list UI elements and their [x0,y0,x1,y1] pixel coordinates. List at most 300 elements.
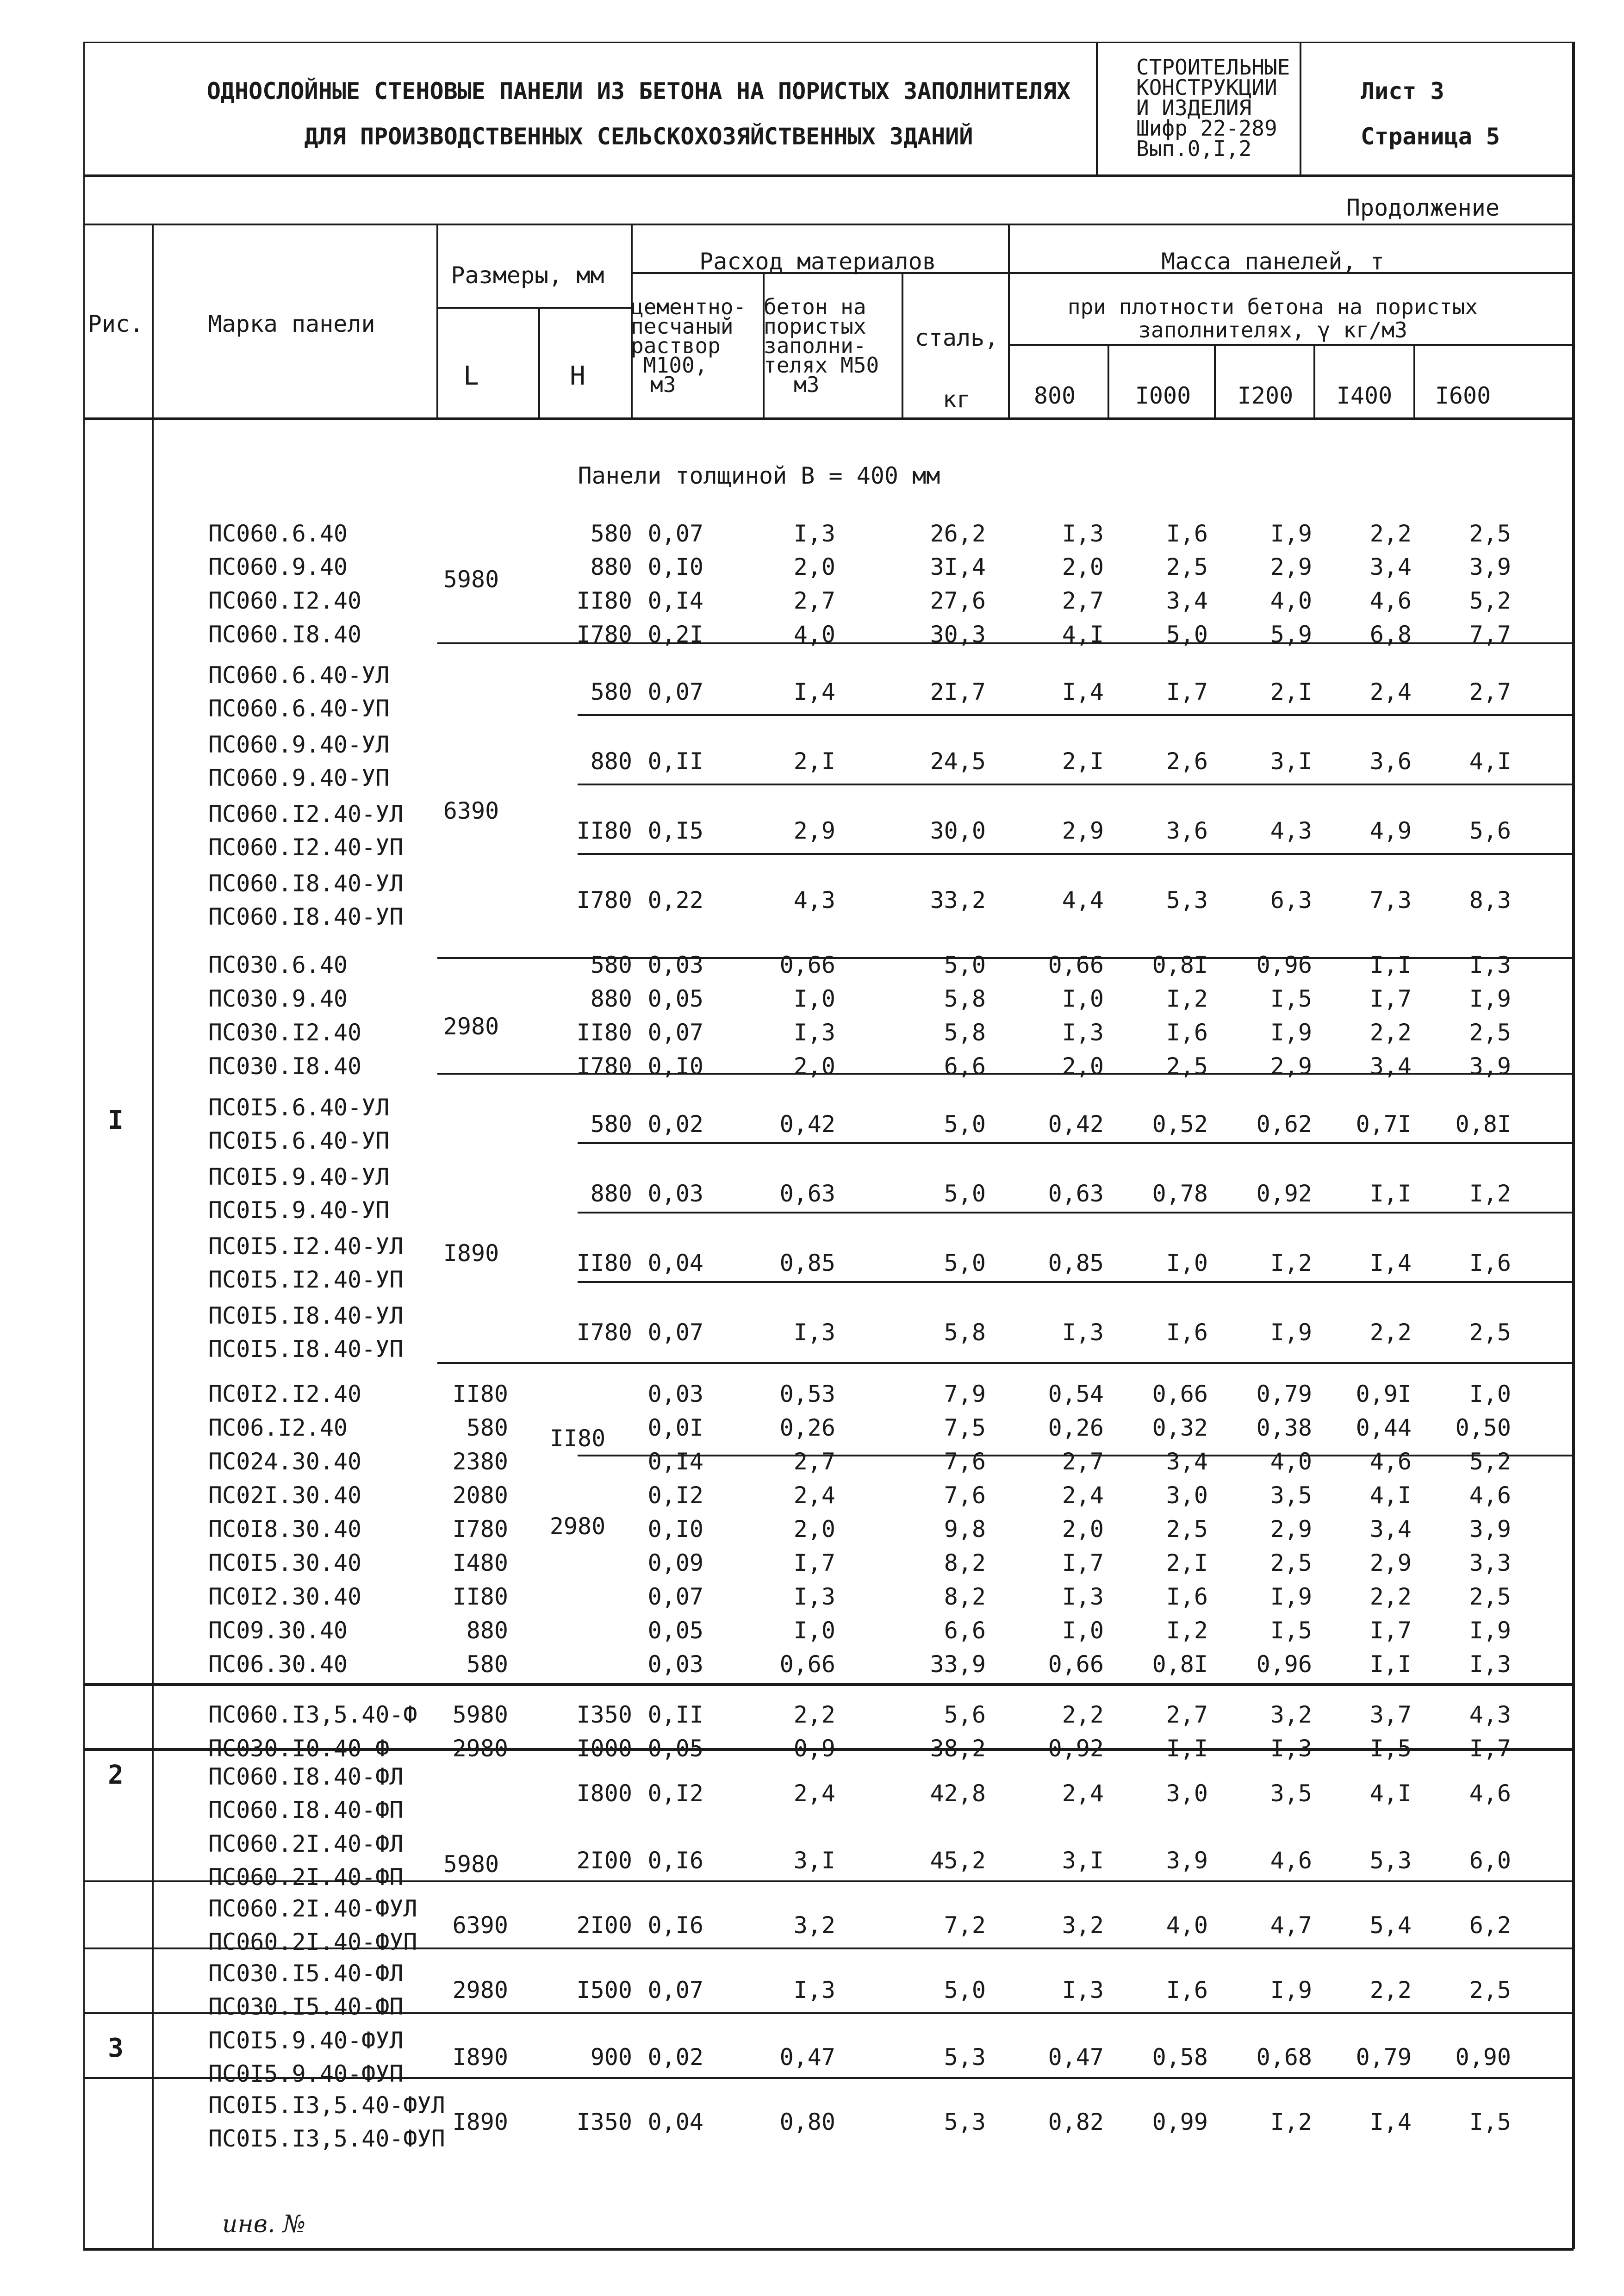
value-cell-1: 0,26 [779,1414,835,1441]
value-cell-1: 0,47 [779,2044,835,2071]
panel-height: I350 [576,1701,632,1728]
merged-length-cell: 6390 [443,797,499,824]
value-cell-0: 0,07 [647,520,703,547]
value-cell-4: 4,0 [1166,1912,1208,1939]
value-cell-2: 8,2 [944,1583,986,1610]
value-cell-3: 2,0 [1062,1516,1104,1543]
panel-mark: ПС024.30.40 [208,1448,362,1475]
panel-height: 580 [590,1111,632,1138]
value-cell-7: 7,7 [1469,621,1511,648]
value-cell-3: I,4 [1062,678,1104,705]
value-cell-0: 0,03 [647,952,703,978]
panel-length: I890 [452,2109,508,2135]
value-cell-5: 0,96 [1256,1651,1312,1678]
value-cell-1: 2,4 [793,1780,835,1807]
value-cell-0: 0,03 [647,1381,703,1407]
value-cell-6: I,I [1369,1180,1412,1207]
panel-length: 2980 [452,1977,508,2004]
value-cell-7: I,9 [1469,1617,1511,1644]
value-cell-4: I,0 [1166,1250,1208,1276]
value-cell-2: 5,0 [944,1180,986,1207]
col-mortar-line4: М100, [643,353,708,378]
panel-mark: ПС060.I2.40-УЛ [208,801,404,828]
value-cell-3: 2,9 [1062,817,1104,844]
value-cell-1: 0,66 [779,1651,835,1678]
panel-height: 580 [590,952,632,978]
value-cell-7: 5,6 [1469,817,1511,844]
panel-mark: ПС060.6.40-УЛ [208,662,390,689]
panel-height: 880 [590,1180,632,1207]
panel-length: 2380 [452,1448,508,1475]
panel-height: I000 [576,1735,632,1762]
value-cell-2: 26,2 [930,520,986,547]
value-cell-6: 7,3 [1369,887,1412,914]
panel-mark: ПС0I5.I2.40-УЛ [208,1233,404,1260]
value-cell-5: I,2 [1270,2109,1312,2135]
value-cell-6: I,4 [1369,2109,1412,2135]
merged-height-cell: 2980 [549,1513,606,1540]
value-cell-4: 3,4 [1166,587,1208,614]
value-cell-0: 0,07 [647,1319,703,1346]
panel-mark: ПС060.6.40 [208,520,348,547]
value-cell-1: 2,4 [793,1482,835,1509]
value-cell-7: I,6 [1469,1250,1511,1276]
value-cell-4: 0,99 [1152,2109,1208,2135]
value-cell-0: 0,04 [647,1250,703,1276]
panel-height: I500 [576,1977,632,2004]
value-cell-3: 3,I [1062,1847,1104,1874]
panel-length: II80 [452,1583,508,1610]
density-800: 800 [1033,382,1076,409]
panel-length: 2080 [452,1482,508,1509]
value-cell-7: I,7 [1469,1735,1511,1762]
value-cell-3: 0,85 [1048,1250,1104,1276]
value-cell-1: 2,I [793,748,835,775]
value-cell-2: 33,9 [930,1651,986,1678]
value-cell-5: I,5 [1270,985,1312,1012]
value-cell-3: 2,4 [1062,1780,1104,1807]
value-cell-1: 2,0 [793,554,835,580]
value-cell-5: I,3 [1270,1735,1312,1762]
value-cell-7: 4,6 [1469,1482,1511,1509]
panel-height: I780 [576,621,632,648]
panel-height: II80 [576,1250,632,1276]
value-cell-2: 5,6 [944,1701,986,1728]
value-cell-3: 2,I [1062,748,1104,775]
value-cell-6: 6,8 [1369,621,1412,648]
value-cell-4: 2,7 [1166,1701,1208,1728]
value-cell-1: 0,9 [793,1735,835,1762]
value-cell-6: 5,4 [1369,1912,1412,1939]
col-mass-header: Масса панелей, т [1161,248,1384,275]
value-cell-7: I,3 [1469,952,1511,978]
doc-title-line2: ДЛЯ ПРОИЗВОДСТВЕННЫХ СЕЛЬСКОХОЗЯЙСТВЕННЫХ ЗДАНИЙ [304,123,973,150]
value-cell-2: 9,8 [944,1516,986,1543]
col-materials-header: Расход материалов [699,248,936,275]
value-cell-3: 4,I [1062,621,1104,648]
value-cell-7: 2,5 [1469,1977,1511,2004]
value-cell-4: 5,0 [1166,621,1208,648]
series-line-5: Вып.0,I,2 [1136,136,1252,161]
panel-mark: ПС060.2I.40-ФУЛ [208,1895,417,1922]
panel-mark: ПС030.9.40 [208,985,348,1012]
panel-mark: ПС060.2I.40-ФЛ [208,1830,404,1857]
value-cell-6: 0,9I [1356,1381,1412,1407]
value-cell-3: 0,66 [1048,952,1104,978]
value-cell-7: 3,3 [1469,1549,1511,1576]
value-cell-2: 7,6 [944,1482,986,1509]
value-cell-2: 5,0 [944,1977,986,2004]
col-concrete-line2: пористых [764,314,866,339]
value-cell-0: 0,I6 [647,1847,703,1874]
value-cell-7: I,5 [1469,2109,1511,2135]
continuation-label: Продолжение [1346,194,1500,221]
value-cell-3: 0,92 [1048,1735,1104,1762]
value-cell-1: I,7 [793,1549,835,1576]
value-cell-6: 5,3 [1369,1847,1412,1874]
value-cell-4: I,2 [1166,985,1208,1012]
value-cell-5: 6,3 [1270,887,1312,914]
value-cell-2: 5,0 [944,1111,986,1138]
value-cell-7: 4,3 [1469,1701,1511,1728]
panel-height: 880 [590,748,632,775]
value-cell-1: 2,7 [793,1448,835,1475]
value-cell-4: 0,78 [1152,1180,1208,1207]
value-cell-6: I,I [1369,952,1412,978]
value-cell-2: 24,5 [930,748,986,775]
value-cell-7: 5,2 [1469,1448,1511,1475]
panel-length: 5980 [452,1701,508,1728]
value-cell-6: 2,2 [1369,520,1412,547]
col-length-header: L [463,361,479,391]
value-cell-3: 3,2 [1062,1912,1104,1939]
value-cell-5: 4,7 [1270,1912,1312,1939]
value-cell-6: 3,7 [1369,1701,1412,1728]
panel-length: 880 [466,1617,508,1644]
panel-mark: ПС060.I8.40-УП [208,903,404,930]
density-1000: I000 [1135,382,1191,409]
value-cell-2: 38,2 [930,1735,986,1762]
panel-height: 2I00 [576,1847,632,1874]
value-cell-6: 2,2 [1369,1019,1412,1046]
value-cell-0: 0,I0 [647,554,703,580]
value-cell-5: 4,0 [1270,1448,1312,1475]
value-cell-1: I,3 [793,1019,835,1046]
value-cell-2: 5,3 [944,2109,986,2135]
value-cell-5: 3,2 [1270,1701,1312,1728]
panel-mark: ПС030.I8.40 [208,1053,362,1080]
value-cell-5: 0,92 [1256,1180,1312,1207]
value-cell-7: 3,9 [1469,1516,1511,1543]
value-cell-2: 5,0 [944,952,986,978]
value-cell-2: 3I,4 [930,554,986,580]
value-cell-0: 0,07 [647,1583,703,1610]
value-cell-7: 2,5 [1469,1019,1511,1046]
value-cell-2: 8,2 [944,1549,986,1576]
value-cell-4: 0,8I [1152,952,1208,978]
value-cell-5: 0,62 [1256,1111,1312,1138]
value-cell-7: 2,5 [1469,1583,1511,1610]
value-cell-3: 0,63 [1048,1180,1104,1207]
value-cell-0: 0,I4 [647,1448,703,1475]
value-cell-6: I,4 [1369,1250,1412,1276]
value-cell-7: 5,2 [1469,587,1511,614]
panel-height: II80 [576,1019,632,1046]
panel-mark: ПС09.30.40 [208,1617,348,1644]
panel-length: 6390 [452,1912,508,1939]
value-cell-7: 2,7 [1469,678,1511,705]
value-cell-4: I,6 [1166,1977,1208,2004]
panel-height: I800 [576,1780,632,1807]
value-cell-5: 0,79 [1256,1381,1312,1407]
value-cell-0: 0,II [647,1701,703,1728]
value-cell-3: 2,0 [1062,1053,1104,1080]
value-cell-6: 4,6 [1369,587,1412,614]
panel-mark: ПС0I5.I2.40-УП [208,1266,404,1293]
col-dims-header: Размеры, мм [451,262,604,289]
value-cell-1: 2,9 [793,817,835,844]
value-cell-6: 3,6 [1369,748,1412,775]
value-cell-3: 2,4 [1062,1482,1104,1509]
panel-mark: ПС0I2.30.40 [208,1583,362,1610]
value-cell-4: 5,3 [1166,887,1208,914]
value-cell-1: 2,0 [793,1516,835,1543]
value-cell-3: 2,7 [1062,1448,1104,1475]
value-cell-1: 2,7 [793,587,835,614]
value-cell-5: 2,9 [1270,554,1312,580]
value-cell-3: I,3 [1062,1019,1104,1046]
value-cell-5: 2,9 [1270,1516,1312,1543]
value-cell-7: 6,0 [1469,1847,1511,1874]
value-cell-6: 2,4 [1369,678,1412,705]
merged-length-cell: 5980 [443,566,499,593]
panel-mark: ПС060.I2.40-УП [208,834,404,861]
value-cell-3: I,0 [1062,1617,1104,1644]
panel-height: I350 [576,2109,632,2135]
col-concrete-line3: заполни- [764,333,866,358]
panel-mark: ПС060.I2.40 [208,587,362,614]
value-cell-5: 4,0 [1270,587,1312,614]
value-cell-1: I,3 [793,1977,835,2004]
value-cell-4: I,6 [1166,1319,1208,1346]
panel-mark: ПС030.I5.40-ФЛ [208,1960,404,1987]
value-cell-7: 0,8I [1455,1111,1511,1138]
value-cell-5: 3,I [1270,748,1312,775]
panel-height: 2I00 [576,1912,632,1939]
value-cell-4: I,I [1166,1735,1208,1762]
col-steel-line1: сталь, [915,324,999,351]
value-cell-2: 6,6 [944,1053,986,1080]
col-mortar-line3: раствор [631,333,721,358]
value-cell-6: I,7 [1369,985,1412,1012]
col-mortar-line5: м3 [650,372,676,397]
value-cell-1: 4,0 [793,621,835,648]
value-cell-5: 2,I [1270,678,1312,705]
value-cell-6: 3,4 [1369,1053,1412,1080]
value-cell-0: 0,I2 [647,1780,703,1807]
value-cell-6: 2,2 [1369,1319,1412,1346]
panel-mark: ПС0I5.9.40-ФУЛ [208,2027,404,2054]
value-cell-7: 0,50 [1455,1414,1511,1441]
value-cell-1: I,0 [793,985,835,1012]
merged-length-cell: I890 [443,1240,499,1267]
panel-mark: ПС060.9.40 [208,554,348,580]
value-cell-4: 2,5 [1166,1516,1208,1543]
panel-mark: ПС060.I8.40 [208,621,362,648]
value-cell-3: 2,7 [1062,587,1104,614]
value-cell-4: 0,58 [1152,2044,1208,2071]
value-cell-5: 0,68 [1256,2044,1312,2071]
value-cell-2: 33,2 [930,887,986,914]
value-cell-1: 0,66 [779,952,835,978]
value-cell-5: 3,5 [1270,1780,1312,1807]
value-cell-0: 0,07 [647,1977,703,2004]
value-cell-1: 0,42 [779,1111,835,1138]
value-cell-0: 0,05 [647,1617,703,1644]
value-cell-6: I,I [1369,1651,1412,1678]
value-cell-2: 2I,7 [930,678,986,705]
value-cell-0: 0,07 [647,1019,703,1046]
value-cell-3: I,3 [1062,1319,1104,1346]
value-cell-5: 4,3 [1270,817,1312,844]
series-line-2: КОНСТРУКЦИИ [1136,75,1277,100]
panel-mark: ПС060.9.40-УП [208,765,390,791]
value-cell-5: 2,5 [1270,1549,1312,1576]
panel-height: 880 [590,985,632,1012]
value-cell-4: 2,5 [1166,1053,1208,1080]
value-cell-5: I,9 [1270,1319,1312,1346]
panel-height: I780 [576,1053,632,1080]
value-cell-2: 7,9 [944,1381,986,1407]
value-cell-2: 42,8 [930,1780,986,1807]
panel-mark: ПС0I2.I2.40 [208,1381,362,1407]
panel-mark: ПС0I5.6.40-УП [208,1127,390,1154]
value-cell-6: 2,2 [1369,1583,1412,1610]
value-cell-6: 3,4 [1369,554,1412,580]
document-sheet [83,42,1578,2259]
value-cell-6: 0,79 [1356,2044,1412,2071]
value-cell-3: 0,26 [1048,1414,1104,1441]
panel-mark: ПС060.I8.40-ФЛ [208,1763,404,1790]
panel-mark: ПС0I5.9.40-ФУП [208,2060,404,2087]
col-steel-line2: кг [942,386,971,413]
panel-mark: ПС06.I2.40 [208,1414,348,1441]
panel-height: 580 [590,520,632,547]
value-cell-6: 2,9 [1369,1549,1412,1576]
value-cell-4: I,6 [1166,1019,1208,1046]
value-cell-7: 4,I [1469,748,1511,775]
col-height-header: Н [570,361,585,391]
panel-mark: ПС030.6.40 [208,952,348,978]
value-cell-7: 3,9 [1469,554,1511,580]
panel-height: I780 [576,1319,632,1346]
figure-3-label: 3 [108,2033,124,2063]
panel-mark: ПС0I5.I3,5.40-ФУП [208,2125,445,2152]
value-cell-3: I,0 [1062,985,1104,1012]
value-cell-3: 4,4 [1062,887,1104,914]
value-cell-5: I,9 [1270,1583,1312,1610]
panel-height: 580 [590,678,632,705]
panel-mark: ПС0I5.9.40-УП [208,1197,390,1224]
value-cell-0: 0,02 [647,1111,703,1138]
panel-length: 2980 [452,1735,508,1762]
value-cell-5: 5,9 [1270,621,1312,648]
value-cell-0: 0,2I [647,621,703,648]
series-line-4: Шифр 22-289 [1136,116,1277,141]
figure-1-label: I [108,1105,124,1135]
doc-title-line1: ОДНОСЛОЙНЫЕ СТЕНОВЫЕ ПАНЕЛИ ИЗ БЕТОНА НА ПОРИСТЫХ ЗАПОЛНИТЕЛЯХ [206,78,1071,105]
inventory-number-note: инв. № [222,2210,306,2238]
value-cell-0: 0,04 [647,2109,703,2135]
value-cell-5: 0,96 [1256,952,1312,978]
value-cell-3: I,3 [1062,520,1104,547]
value-cell-2: 7,6 [944,1448,986,1475]
series-line-1: СТРОИТЕЛЬНЫЕ [1136,55,1290,80]
value-cell-2: 5,8 [944,985,986,1012]
value-cell-3: I,3 [1062,1977,1104,2004]
series-line-3: И ИЗДЕЛИЯ [1136,95,1252,120]
value-cell-0: 0,05 [647,1735,703,1762]
value-cell-4: 3,9 [1166,1847,1208,1874]
value-cell-3: I,3 [1062,1583,1104,1610]
panel-mark: ПС060.2I.40-ФП [208,1864,404,1891]
value-cell-2: 5,8 [944,1319,986,1346]
value-cell-5: 4,6 [1270,1847,1312,1874]
value-cell-7: 6,2 [1469,1912,1511,1939]
panel-mark: ПС060.9.40-УЛ [208,731,390,758]
value-cell-5: 3,5 [1270,1482,1312,1509]
value-cell-4: 2,6 [1166,748,1208,775]
value-cell-5: I,5 [1270,1617,1312,1644]
col-fig-header: Рис. [87,311,144,337]
value-cell-0: 0,I5 [647,817,703,844]
panel-mark: ПС060.I3,5.40-Ф [208,1701,417,1728]
panel-height: I780 [576,887,632,914]
value-cell-0: 0,22 [647,887,703,914]
value-cell-2: 5,0 [944,1250,986,1276]
panel-length: I890 [452,2044,508,2071]
value-cell-0: 0,09 [647,1549,703,1576]
panel-height: II80 [576,817,632,844]
col-mortar-line1: цементно- [631,294,747,319]
value-cell-3: 0,54 [1048,1381,1104,1407]
value-cell-4: 0,8I [1152,1651,1208,1678]
value-cell-4: I,6 [1166,1583,1208,1610]
panel-length: I780 [452,1516,508,1543]
value-cell-6: 4,9 [1369,817,1412,844]
value-cell-7: 2,5 [1469,520,1511,547]
value-cell-2: 7,2 [944,1912,986,1939]
value-cell-1: I,3 [793,1583,835,1610]
col-mark-header: Марка панели [208,311,375,337]
value-cell-2: 6,6 [944,1617,986,1644]
page-number: Страница 5 [1361,123,1500,150]
value-cell-2: 30,3 [930,621,986,648]
panel-mark: ПС030.I0.40-Ф [208,1735,390,1762]
value-cell-0: 0,I0 [647,1053,703,1080]
col-mortar-line2: песчаный [631,314,734,339]
panel-length: 580 [466,1414,508,1441]
panel-mark: ПС060.6.40-УП [208,695,390,722]
value-cell-6: I,7 [1369,1617,1412,1644]
sheet-number: Лист 3 [1361,78,1444,105]
panel-mark: ПС0I5.I8.40-УЛ [208,1302,404,1329]
value-cell-0: 0,03 [647,1180,703,1207]
value-cell-0: 0,I0 [647,1516,703,1543]
value-cell-4: 0,52 [1152,1111,1208,1138]
value-cell-6: 4,I [1369,1780,1412,1807]
value-cell-6: 4,I [1369,1482,1412,1509]
